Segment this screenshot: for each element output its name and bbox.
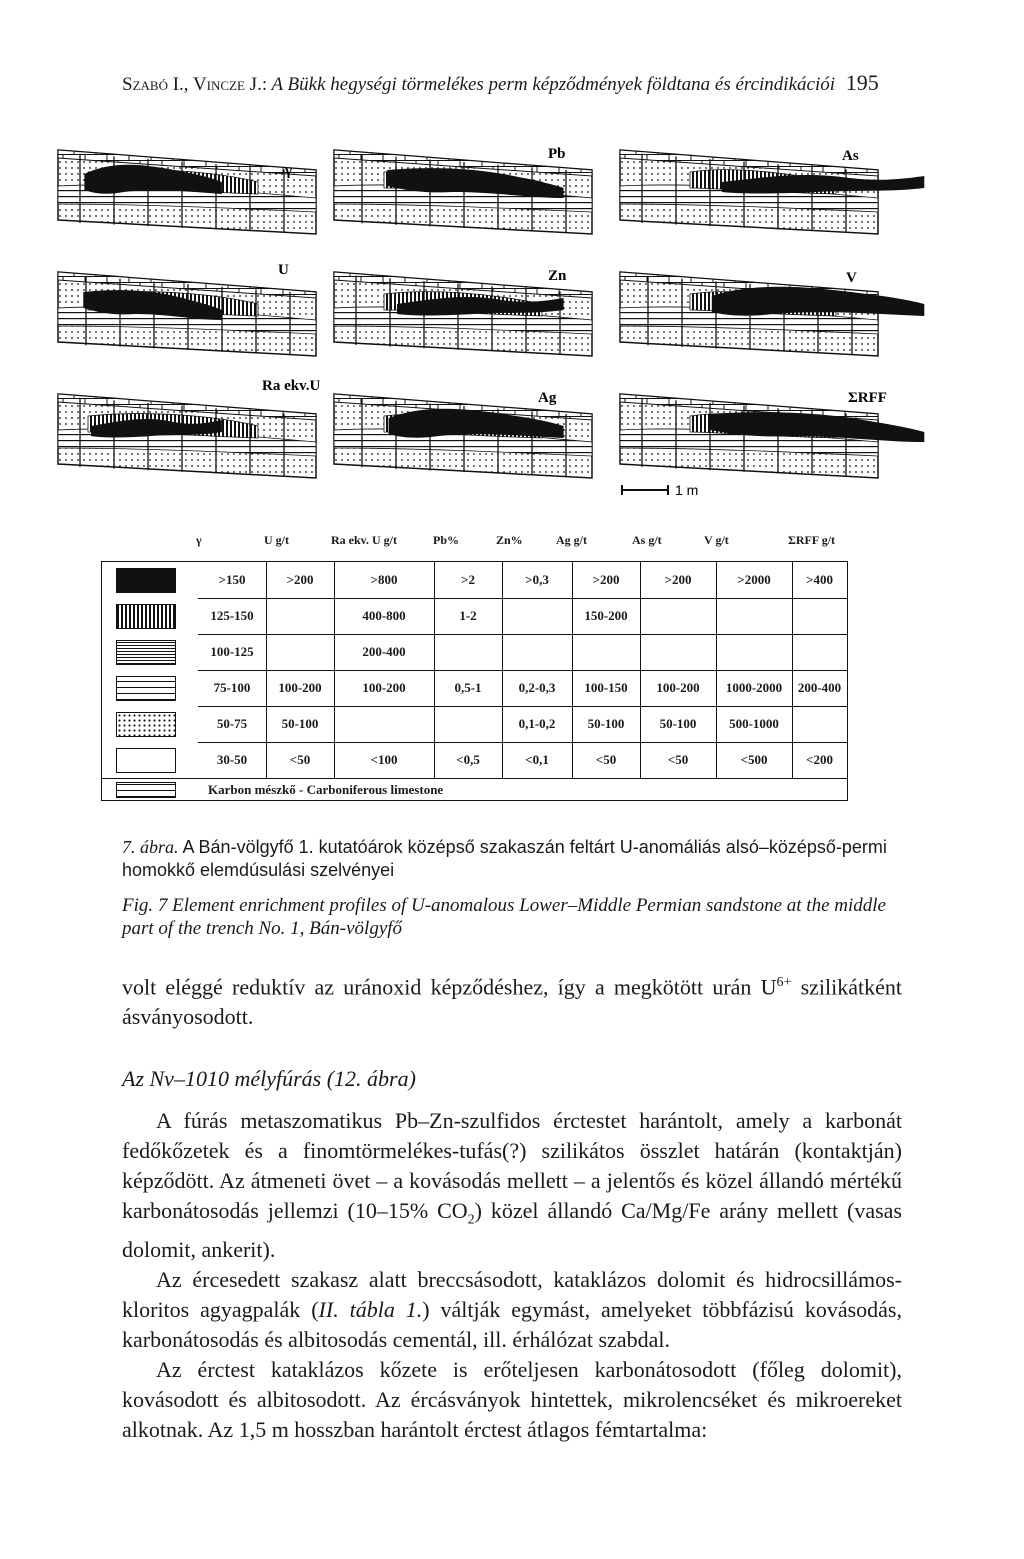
profile-panel: [334, 394, 592, 478]
legend-cell: >0,3: [525, 572, 549, 587]
legend-cell: [792, 706, 847, 742]
legend-swatch-black: [116, 568, 176, 593]
profile-panel: [620, 272, 924, 356]
profile-label: γ: [285, 163, 293, 179]
legend-swatch-horizontal: [116, 676, 176, 701]
profile-panel: [58, 272, 316, 356]
running-head-authors: Szabó I., Vincze J.:: [122, 74, 268, 95]
legend-cell: [502, 598, 572, 634]
profile-panel: [334, 150, 592, 234]
figure-caption-hu: [122, 836, 902, 882]
legend-header: Ra ekv. U g/t: [331, 533, 397, 547]
legend-cell: 150-200: [584, 608, 628, 623]
legend-header: ΣRFF g/t: [788, 533, 836, 547]
running-head: [122, 70, 882, 96]
legend-cell: >2: [461, 572, 475, 587]
caption-en-text: Element enrichment profiles of U-anomalous Lower–Middle Permian sandstone at the middle part of the trench No. 1, Bán-völgyfő: [122, 895, 886, 939]
legend-cell: 100-200: [362, 680, 406, 695]
legend-cell: [640, 598, 716, 634]
running-head-title: A Bükk hegységi törmelékes perm képződmények földtana és ércindikációi: [271, 74, 835, 95]
legend-header: V g/t: [704, 533, 729, 547]
page-number: 195: [845, 70, 879, 95]
superscript: 6+: [776, 975, 792, 990]
legend-header: As g/t: [632, 533, 662, 547]
caption-hu-number: 7. ábra.: [122, 837, 179, 857]
legend-cell: 1000-2000: [725, 680, 783, 695]
profile-label: As: [842, 148, 859, 164]
legend-limestone-label: Karbon mészkő - Carboniferous limestone: [208, 782, 444, 797]
legend-swatch-dotted: [116, 712, 176, 737]
legend-cell: <200: [806, 752, 833, 767]
legend-cell: >150: [218, 572, 246, 587]
legend-cell: 100-125: [210, 644, 254, 659]
legend-cell: 75-100: [213, 680, 251, 695]
profile-label: Ag: [538, 390, 557, 406]
legend-header: γ: [196, 533, 202, 547]
legend-cell: >200: [592, 572, 620, 587]
profile-panel: [58, 150, 316, 234]
legend-cell: [434, 634, 502, 670]
text-run: szilikátként ásványosodott.: [122, 974, 902, 1030]
profile-label: ΣRFF: [848, 390, 887, 406]
legend-cell: 125-150: [210, 608, 254, 623]
legend-cell: 0,2-0,3: [518, 680, 556, 695]
subscript: 2: [467, 1212, 475, 1228]
body-paragraph-2: [122, 1265, 902, 1355]
legend-swatch-limestone: [116, 782, 176, 798]
caption-en-number: Fig. 7: [122, 895, 168, 916]
profile-panel: [334, 272, 592, 356]
legend-header: U g/t: [264, 533, 289, 547]
scale-bar: [622, 482, 698, 498]
legend-cell: >800: [370, 572, 398, 587]
legend-cell: 200-400: [362, 644, 406, 659]
legend-header: Zn%: [496, 533, 523, 547]
legend-cell: 100-200: [278, 680, 322, 695]
legend-cell: <100: [370, 752, 398, 767]
text-run: ) közel állandó Ca/Mg/Fe arány mellett (vasas dolomit, ankerit).: [122, 1198, 902, 1263]
legend-cell: [334, 706, 434, 742]
legend-cell: 0,5-1: [454, 680, 482, 695]
text-run: A fúrás metaszomatikus Pb–Zn-szulfidos érctestet harántolt, amely a karbonát fedőkőzetek és a finomtörmelékes-tufás(?) szilikátos összlet határán (kontaktján) képződött. Az átmeneti övet – a kovásodás mellett – a jelentős és közel állandó mértékű karbonátosodás jellemzi (10–15% CO: [122, 1108, 902, 1223]
legend-cell: [792, 634, 847, 670]
figure-caption-en: [122, 894, 902, 940]
legend-swatch-dense-horizontal: [116, 640, 176, 665]
caption-hu-text: A Bán-völgyfő 1. kutatóárok középső szakaszán feltárt U-anomáliás alsó–középső-permi homokkő elemdúsulási szelvényei: [122, 837, 887, 880]
legend-cell: [716, 598, 792, 634]
body-paragraphs: [122, 1106, 902, 1445]
text-run: Az ércesedett szakasz alatt breccsásodott, kataklázos dolomit és hidrocsillámos-kloritos agyagpalák (: [122, 1267, 902, 1323]
legend-cell: >400: [806, 572, 833, 587]
legend-cell: 50-100: [587, 716, 625, 731]
profile-label: V: [846, 270, 857, 286]
legend-cell: [716, 634, 792, 670]
legend-cell: [572, 634, 640, 670]
profile-label: Pb: [548, 146, 566, 162]
legend-cell: [434, 706, 502, 742]
legend-cell: 30-50: [216, 752, 248, 767]
legend-cell: <500: [740, 752, 768, 767]
body-paragraph-0: [122, 968, 902, 1032]
legend-cell: >200: [286, 572, 314, 587]
legend-header: Pb%: [433, 533, 460, 547]
profile-label: Ra ekv.U: [262, 378, 321, 394]
legend-swatch-vertical: [116, 604, 176, 629]
profile-label: U: [278, 262, 289, 278]
legend-cell: [266, 634, 334, 670]
body-paragraph-3: Az érctest kataklázos kőzete is erőteljesen karbonátosodott (főleg dolomit), kovásodott és albitosodott. Az ércásványok hintettek, mikrolencséket és mikroereket alkotnak. Az 1,5 m hosszban harántolt érctest átlagos fémtartalma:: [122, 1357, 902, 1443]
legend-cell: 50-75: [216, 716, 248, 731]
legend-cell: 50-100: [281, 716, 319, 731]
profile-panel: [620, 150, 924, 234]
legend-swatch-blank: [116, 748, 176, 773]
legend-cell: [266, 598, 334, 634]
legend-cell: 100-200: [656, 680, 700, 695]
body-paragraph-1: [122, 1106, 902, 1265]
legend-cell: [502, 634, 572, 670]
profile-panel: [58, 394, 316, 478]
legend-headers: [180, 533, 860, 553]
legend-cell: <50: [595, 752, 617, 767]
legend-cell: [792, 598, 847, 634]
table-reference: II. tábla 1.: [318, 1297, 423, 1323]
text-run: volt eléggé reduktív az uránoxid képződéshez, így a megkötött urán U: [122, 974, 777, 1000]
legend-header: Ag g/t: [556, 533, 587, 547]
legend-cell: <0,5: [456, 752, 480, 767]
legend-cell: >2000: [737, 572, 771, 587]
legend-cell: <0,1: [525, 752, 549, 767]
profile-label: Zn: [548, 268, 567, 284]
legend-cell: >200: [664, 572, 692, 587]
legend-cell: 100-150: [584, 680, 628, 695]
legend-cell: <50: [289, 752, 311, 767]
legend-cell: 0,1-0,2: [518, 716, 556, 731]
legend-cell: 500-1000: [729, 716, 779, 731]
section-title: Az Nv–1010 mélyfúrás (12. ábra): [122, 1066, 416, 1091]
legend-cell: <50: [667, 752, 689, 767]
legend-cell: 50-100: [659, 716, 697, 731]
legend-cell: 400-800: [362, 608, 406, 623]
element-profiles-figure: [0, 130, 1024, 510]
scale-label: 1 m: [675, 482, 699, 498]
legend-cell: 200-400: [797, 680, 842, 695]
legend-cell: 1-2: [459, 608, 477, 623]
legend-cell: [640, 634, 716, 670]
profile-panel: [620, 394, 924, 478]
legend-table: [101, 561, 848, 801]
text-run: ) váltják egymást, amelyeket többfázisú kovásodás, karbonátosodás és albitosodás cementál, ill. érhálózat szabdal.: [122, 1297, 902, 1353]
